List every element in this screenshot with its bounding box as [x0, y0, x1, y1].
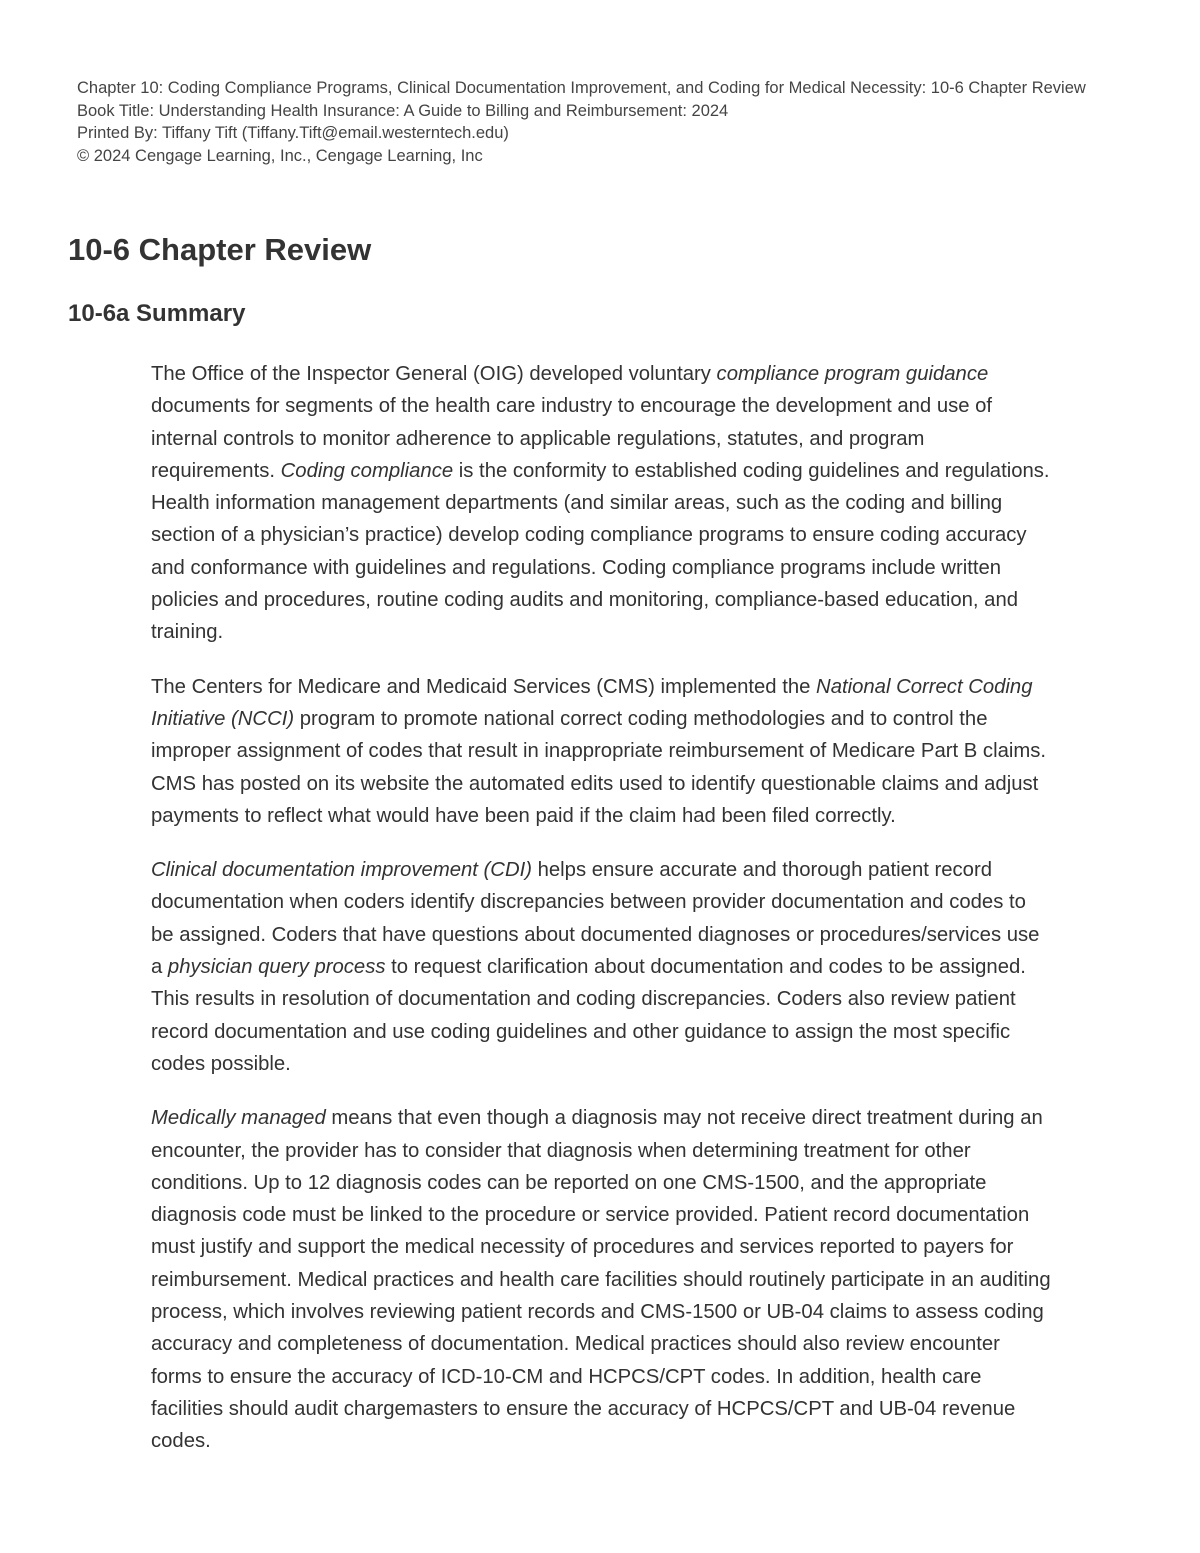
subsection-title: 10-6a Summary [68, 300, 246, 327]
summary-paragraph-2 [151, 671, 1051, 832]
summary-paragraph-3 [151, 854, 1051, 1080]
key-term: Coding compliance [280, 459, 454, 482]
copyright-line: © 2024 Cengage Learning, Inc., Cengage Learning, Inc [77, 146, 483, 165]
chapter-line: Chapter 10: Coding Compliance Programs, Clinical Documentation Improvement, and Coding for Medical Necessity: 10-6 Chapter Review [77, 79, 1086, 97]
summary-paragraph-1 [151, 358, 1051, 649]
text-run: The Centers for Medicare and Medicaid Services (CMS) implemented the [151, 675, 817, 698]
text-run: program to promote national correct coding methodologies and to control the improper assignment of codes that result in inappropriate reimbursement of Medicare Part B claims. CMS has posted on its website the automated edits used to identify questionable claims and adjust payments to reflect what would have been paid if the claim had been filed correctly. [151, 707, 1047, 827]
text-run: The Office of the Inspector General (OIG) developed voluntary [151, 363, 717, 385]
text-run: to request clarification about documentation and codes to be assigned. This results in resolution of documentation and coding discrepancies. Coders also review patient record documentation and use coding guidelines and other guidance to assign the most specific codes possible. [151, 956, 1026, 1075]
section-title: 10-6 Chapter Review [68, 232, 372, 267]
key-term: Clinical documentation improvement (CDI) [151, 859, 532, 882]
key-term: physician query process [167, 956, 386, 979]
book-title-line: Book Title: Understanding Health Insurance: A Guide to Billing and Reimbursement: 2024 [77, 101, 729, 120]
text-run: means that even though a diagnosis may not receive direct treatment during an encounter, the provider has to consider that diagnosis when determining treatment for other conditions. Up to 12 diagnosis codes can be reported on one CMS-1500, and the appropriate diagnosis code must be linked to the procedure or service provided. Patient record documentation must justify and support the medical necessity of procedures and services reported to payers for reimbursement. Medical practices and health care facilities should routinely participate in an auditing process, which involves reviewing patient records and CMS-1500 or UB-04 claims to assess coding accuracy and completeness of documentation. Medical practices should also review encounter forms to ensure the accuracy of ICD-10-CM and HCPCS/CPT codes. In addition, health care facilities should audit chargemasters to ensure the accuracy of HCPCS/CPT and UB-04 revenue codes. [151, 1107, 1051, 1453]
text-run: documents for segments of the health care industry to encourage the development and use of internal controls to monitor adherence to applicable regulations, statutes, and program requirements. [151, 395, 993, 482]
summary-paragraph-4 [151, 1102, 1051, 1457]
summary-body [151, 358, 1051, 1480]
text-run: helps ensure accurate and thorough patient record documentation when coders identify discrepancies between provider documentation and codes to be assigned. Coders that have questions about documented diagnoses or procedures/services use a [151, 859, 1040, 979]
printed-by-line: Printed By: Tiffany Tift (Tiffany.Tift@email.westerntech.edu) [77, 124, 509, 143]
key-term: Medically managed [151, 1107, 326, 1130]
key-term: National Correct Coding Initiative (NCCI) [151, 675, 1033, 730]
text-run: is the conformity to established coding guidelines and regulations. Health information management departments (and similar areas, such as the coding and billing section of a physician’s practice) develop coding compliance programs to ensure coding accuracy and conformance with guidelines and regulations. Coding compliance programs include written policies and procedures, routine coding audits and monitoring, compliance-based education, and training. [151, 459, 1050, 644]
key-term: compliance program guidance [716, 363, 989, 385]
print-header [77, 77, 1117, 167]
